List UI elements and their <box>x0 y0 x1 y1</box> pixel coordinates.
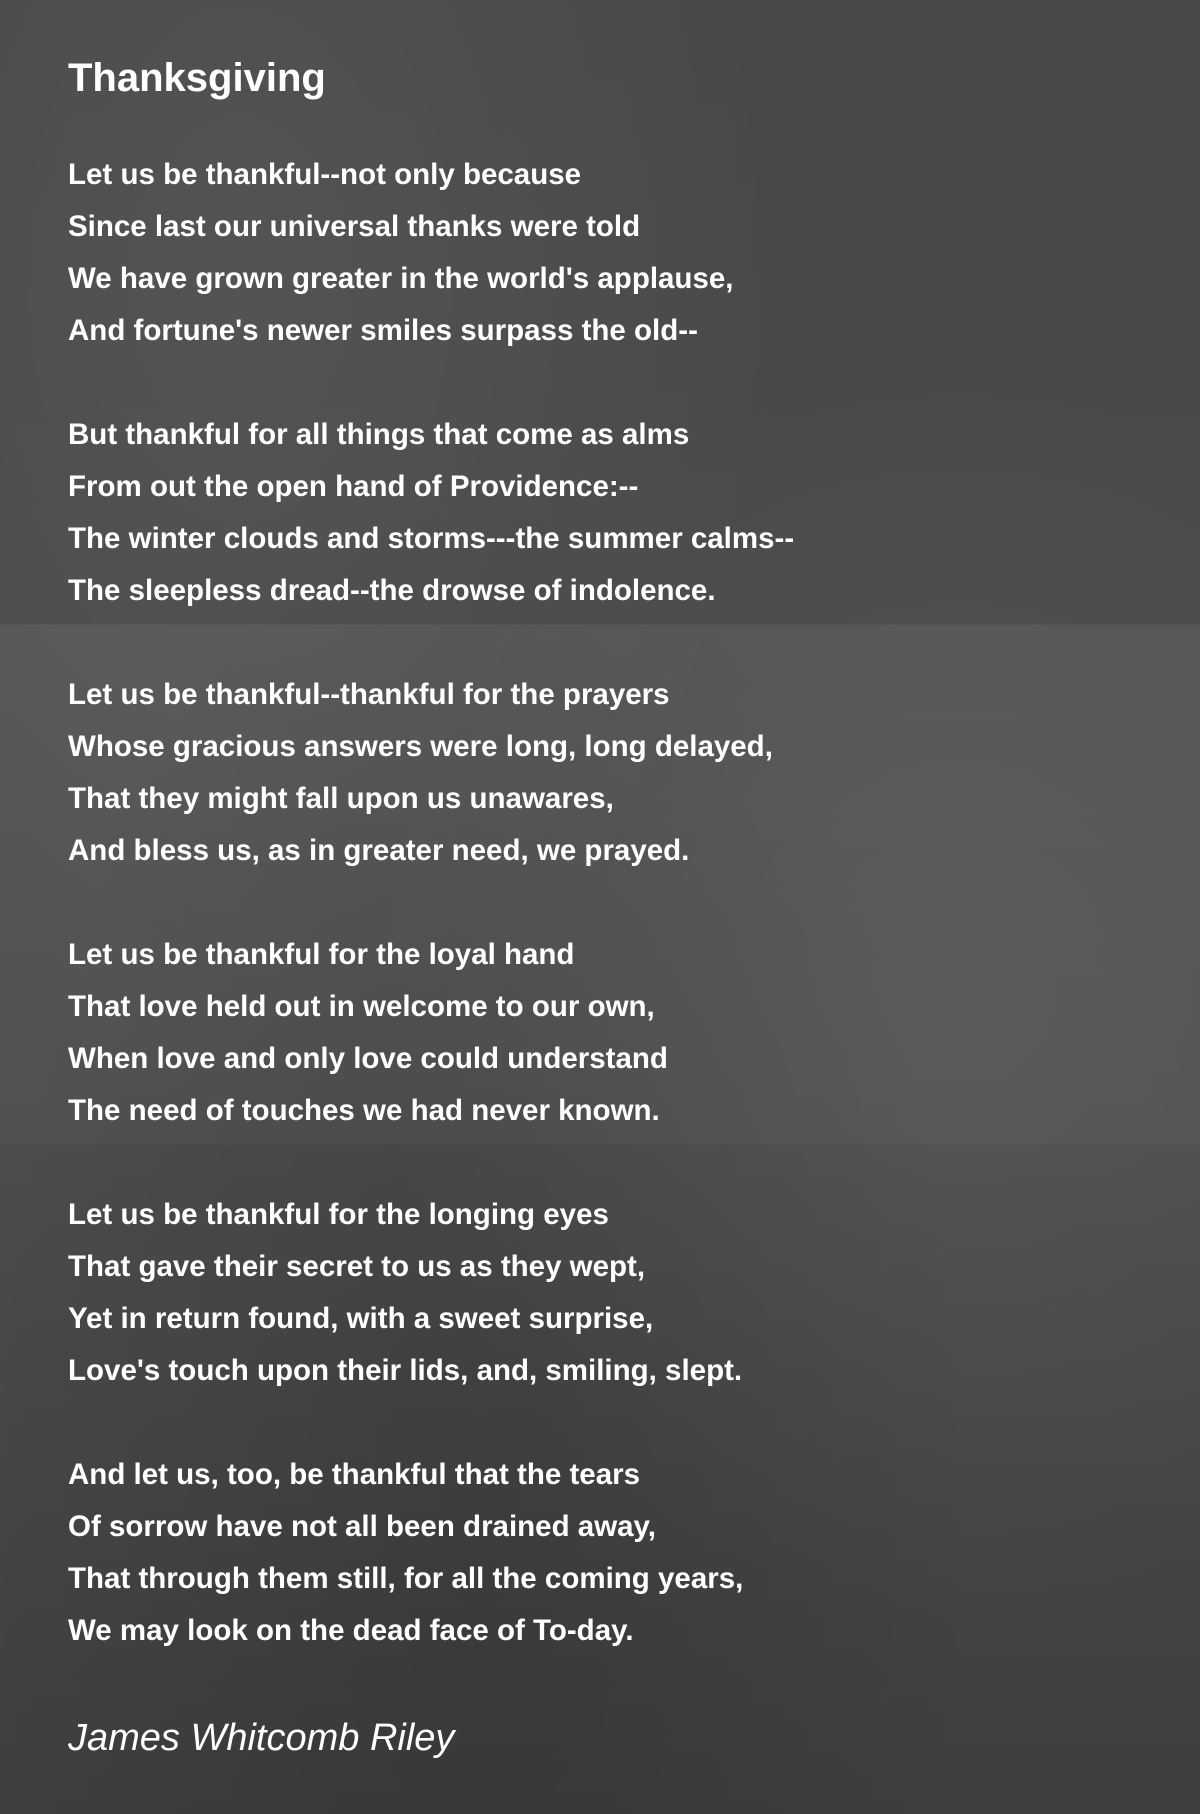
poem-line: That gave their secret to us as they wept, <box>68 1250 646 1283</box>
poem-line: And fortune's newer smiles surpass the old-- <box>68 314 698 347</box>
poem-body <box>68 149 794 1709</box>
poem-line: Whose gracious answers were long, long delayed, <box>68 730 773 763</box>
poem-line: Yet in return found, with a sweet surprise, <box>68 1302 654 1335</box>
stanza <box>68 409 794 617</box>
stanza <box>68 149 794 357</box>
poem-line: We have grown greater in the world's applause, <box>68 262 734 295</box>
poem-line: That through them still, for all the coming years, <box>68 1562 744 1595</box>
poem-line: And bless us, as in greater need, we prayed. <box>68 834 690 867</box>
stanza <box>68 1189 794 1397</box>
poem-line: And let us, too, be thankful that the tears <box>68 1458 641 1491</box>
poem-line: The need of touches we had never known. <box>68 1094 660 1127</box>
poem-line: The sleepless dread--the drowse of indolence. <box>68 574 716 607</box>
poem-line: We may look on the dead face of To-day. <box>68 1614 634 1647</box>
poem-line: Love's touch upon their lids, and, smiling, slept. <box>68 1354 743 1387</box>
poem-line: When love and only love could understand <box>68 1042 668 1075</box>
poem-line: Let us be thankful--thankful for the prayers <box>68 678 670 711</box>
poem-line: But thankful for all things that come as alms <box>68 418 690 451</box>
poem-line: Since last our universal thanks were told <box>68 210 641 243</box>
poem-line: The winter clouds and storms---the summer calms-- <box>68 522 795 555</box>
stanza <box>68 1449 794 1657</box>
poem-line: Let us be thankful for the loyal hand <box>68 938 575 971</box>
poem-line: That love held out in welcome to our own, <box>68 990 655 1023</box>
poem-line: Let us be thankful for the longing eyes <box>68 1198 609 1231</box>
stanza <box>68 929 794 1137</box>
poem-line: From out the open hand of Providence:-- <box>68 470 639 503</box>
poem-line: That they might fall upon us unawares, <box>68 782 614 815</box>
poem-title: Thanksgiving <box>68 56 326 100</box>
stanza <box>68 669 794 877</box>
poem-line: Let us be thankful--not only because <box>68 158 582 191</box>
poem-line: Of sorrow have not all been drained away, <box>68 1510 656 1543</box>
poem-author: James Whitcomb Riley <box>68 1717 455 1759</box>
